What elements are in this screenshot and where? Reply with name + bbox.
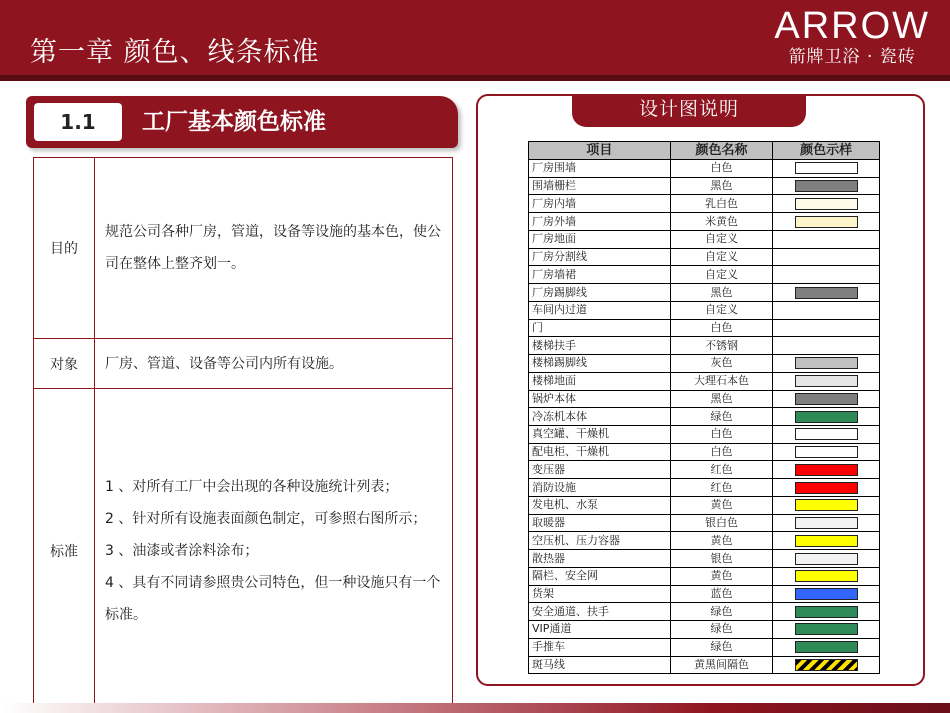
- row-color-sample: [773, 230, 880, 248]
- table-row: [529, 567, 880, 585]
- color-table-header: [529, 142, 880, 160]
- standard-item: 4 、具有不同请参照贵公司特色，但一种设施只有一个标准。: [105, 575, 441, 623]
- table-row: [529, 603, 880, 621]
- row-color-sample: [773, 355, 880, 373]
- color-swatch: [795, 606, 858, 618]
- header-color-sample: 颜色示样: [773, 142, 880, 160]
- table-row: [529, 390, 880, 408]
- row-item: 空压机、压力容器: [529, 532, 671, 550]
- table-row: [529, 337, 880, 355]
- logo-wordmark: ARROW: [774, 5, 930, 47]
- row-item: 斑马线: [529, 656, 671, 674]
- row-item: 厂房外墙: [529, 213, 671, 231]
- standard-label: 标准: [34, 389, 95, 713]
- row-color-sample: [773, 284, 880, 302]
- color-swatch: [795, 322, 858, 334]
- section-title: 工厂基本颜色标准: [142, 109, 326, 135]
- row-item: 散热器: [529, 550, 671, 568]
- row-color-name: 黄色: [670, 532, 773, 550]
- info-table: [33, 157, 453, 713]
- row-item: 真空罐、干燥机: [529, 426, 671, 444]
- row-color-name: 白色: [670, 426, 773, 444]
- table-row: [529, 656, 880, 674]
- row-color-name: 黄黑间隔色: [670, 656, 773, 674]
- brand-logo: [774, 6, 930, 68]
- table-row: [529, 355, 880, 373]
- row-item: 楼梯踢脚线: [529, 355, 671, 373]
- design-panel-title: 设计图说明: [572, 94, 806, 127]
- table-row: [529, 461, 880, 479]
- row-color-sample: [773, 603, 880, 621]
- row-item: VIP通道: [529, 621, 671, 639]
- row-color-name: 自定义: [670, 230, 773, 248]
- row-item: 货架: [529, 585, 671, 603]
- row-color-name: 自定义: [670, 301, 773, 319]
- row-color-name: 银色: [670, 550, 773, 568]
- table-row: [529, 550, 880, 568]
- row-color-sample: [773, 496, 880, 514]
- color-swatch: [795, 180, 858, 192]
- row-color-sample: [773, 177, 880, 195]
- color-swatch: [795, 464, 858, 476]
- color-table: [528, 141, 880, 674]
- row-item: 配电柜、干燥机: [529, 443, 671, 461]
- table-row-standard: [34, 389, 453, 713]
- row-item: 锅炉本体: [529, 390, 671, 408]
- color-swatch: [795, 375, 858, 387]
- row-color-name: 大理石本色: [670, 372, 773, 390]
- row-item: 围墙栅栏: [529, 177, 671, 195]
- table-row: [529, 514, 880, 532]
- color-swatch: [795, 411, 858, 423]
- color-swatch: [795, 641, 858, 653]
- table-row: [529, 266, 880, 284]
- row-item: 门: [529, 319, 671, 337]
- table-row: [529, 319, 880, 337]
- row-item: 变压器: [529, 461, 671, 479]
- table-row: [529, 195, 880, 213]
- row-color-sample: [773, 426, 880, 444]
- color-swatch: [795, 162, 858, 174]
- row-color-name: 自定义: [670, 266, 773, 284]
- row-color-sample: [773, 621, 880, 639]
- table-row: [529, 443, 880, 461]
- row-color-name: 绿色: [670, 638, 773, 656]
- color-swatch: [795, 304, 858, 316]
- row-color-name: 白色: [670, 319, 773, 337]
- color-swatch: [795, 287, 858, 299]
- row-color-sample: [773, 550, 880, 568]
- row-color-sample: [773, 213, 880, 231]
- table-row: [529, 532, 880, 550]
- table-row: [529, 408, 880, 426]
- table-row-purpose: [34, 158, 453, 339]
- row-color-name: 黄色: [670, 567, 773, 585]
- target-label: 对象: [34, 339, 95, 389]
- row-color-sample: [773, 514, 880, 532]
- row-color-name: 白色: [670, 443, 773, 461]
- color-swatch: [795, 570, 858, 582]
- row-color-name: 白色: [670, 160, 773, 178]
- row-item: 隔栏、安全网: [529, 567, 671, 585]
- color-swatch: [795, 428, 858, 440]
- row-color-sample: [773, 585, 880, 603]
- header-divider: [0, 75, 950, 81]
- row-item: 厂房围墙: [529, 160, 671, 178]
- table-row: [529, 284, 880, 302]
- color-swatch: [795, 659, 858, 671]
- bottom-accent-bar: [0, 703, 950, 713]
- row-color-name: 绿色: [670, 621, 773, 639]
- row-color-name: 乳白色: [670, 195, 773, 213]
- row-item: 厂房分割线: [529, 248, 671, 266]
- page-title: 第一章 颜色、线条标准: [30, 37, 320, 68]
- row-item: 楼梯地面: [529, 372, 671, 390]
- color-swatch: [795, 198, 858, 210]
- color-swatch: [795, 233, 858, 245]
- row-color-sample: [773, 160, 880, 178]
- table-row: [529, 248, 880, 266]
- row-item: 厂房地面: [529, 230, 671, 248]
- color-swatch: [795, 553, 858, 565]
- row-color-name: 黄色: [670, 496, 773, 514]
- color-swatch: [795, 499, 858, 511]
- row-color-sample: [773, 195, 880, 213]
- standard-item: 3 、油漆或者涂料涂布；: [105, 543, 259, 559]
- row-color-sample: [773, 248, 880, 266]
- row-color-sample: [773, 461, 880, 479]
- row-color-sample: [773, 319, 880, 337]
- row-color-sample: [773, 390, 880, 408]
- standard-item: 2 、针对所有设施表面颜色制定，可参照右图所示；: [105, 511, 427, 527]
- row-color-sample: [773, 337, 880, 355]
- row-color-sample: [773, 408, 880, 426]
- header-bar: [0, 0, 950, 75]
- color-swatch: [795, 216, 858, 228]
- table-row: [529, 621, 880, 639]
- row-color-name: 黑色: [670, 284, 773, 302]
- section-number: 1.1: [34, 103, 122, 141]
- row-item: 车间内过道: [529, 301, 671, 319]
- row-color-sample: [773, 301, 880, 319]
- table-row: [529, 426, 880, 444]
- color-swatch: [795, 251, 858, 263]
- row-color-name: 蓝色: [670, 585, 773, 603]
- header-color-name: 颜色名称: [670, 142, 773, 160]
- header-item: 项目: [529, 142, 671, 160]
- row-color-sample: [773, 372, 880, 390]
- table-row: [529, 372, 880, 390]
- row-color-sample: [773, 479, 880, 497]
- color-swatch: [795, 588, 858, 600]
- row-item: 厂房踢脚线: [529, 284, 671, 302]
- row-color-sample: [773, 266, 880, 284]
- row-item: 楼梯扶手: [529, 337, 671, 355]
- table-row: [529, 301, 880, 319]
- row-item: 手推车: [529, 638, 671, 656]
- section-banner: [26, 96, 458, 148]
- color-swatch: [795, 623, 858, 635]
- row-color-name: 红色: [670, 461, 773, 479]
- table-row: [529, 213, 880, 231]
- color-swatch: [795, 393, 858, 405]
- color-swatch: [795, 482, 858, 494]
- table-row: [529, 496, 880, 514]
- design-panel: [476, 94, 925, 686]
- row-item: 取暖器: [529, 514, 671, 532]
- row-item: 消防设施: [529, 479, 671, 497]
- row-color-sample: [773, 443, 880, 461]
- logo-subtitle: 箭牌卫浴 · 瓷砖: [788, 47, 916, 67]
- table-row: [529, 638, 880, 656]
- row-item: 冷冻机本体: [529, 408, 671, 426]
- row-color-name: 红色: [670, 479, 773, 497]
- row-item: 厂房墙裙: [529, 266, 671, 284]
- row-color-name: 绿色: [670, 603, 773, 621]
- purpose-text: 规范公司各种厂房，管道，设备等设施的基本色，使公司在整体上整齐划一。: [95, 158, 453, 339]
- row-color-sample: [773, 567, 880, 585]
- color-swatch: [795, 446, 858, 458]
- target-text: 厂房、管道、设备等公司内所有设施。: [95, 339, 453, 389]
- table-row: [529, 230, 880, 248]
- color-swatch: [795, 357, 858, 369]
- row-color-name: 黑色: [670, 390, 773, 408]
- row-color-name: 不锈钢: [670, 337, 773, 355]
- color-swatch: [795, 517, 858, 529]
- row-color-name: 米黄色: [670, 213, 773, 231]
- table-row: [529, 479, 880, 497]
- table-row: [529, 585, 880, 603]
- table-row-target: [34, 339, 453, 389]
- row-item: 发电机、水泵: [529, 496, 671, 514]
- row-color-sample: [773, 532, 880, 550]
- row-color-name: 绿色: [670, 408, 773, 426]
- row-color-sample: [773, 656, 880, 674]
- row-color-sample: [773, 638, 880, 656]
- row-color-name: 自定义: [670, 248, 773, 266]
- color-table-body: [529, 160, 880, 674]
- table-row: [529, 160, 880, 178]
- row-color-name: 灰色: [670, 355, 773, 373]
- standard-item: 1 、对所有工厂中会出现的各种设施统计列表；: [105, 479, 399, 495]
- row-color-name: 银白色: [670, 514, 773, 532]
- standard-list: [95, 389, 453, 713]
- row-item: 安全通道、扶手: [529, 603, 671, 621]
- color-swatch: [795, 340, 858, 352]
- color-swatch: [795, 535, 858, 547]
- row-color-name: 黑色: [670, 177, 773, 195]
- table-row: [529, 177, 880, 195]
- color-swatch: [795, 269, 858, 281]
- purpose-label: 目的: [34, 158, 95, 339]
- row-item: 厂房内墙: [529, 195, 671, 213]
